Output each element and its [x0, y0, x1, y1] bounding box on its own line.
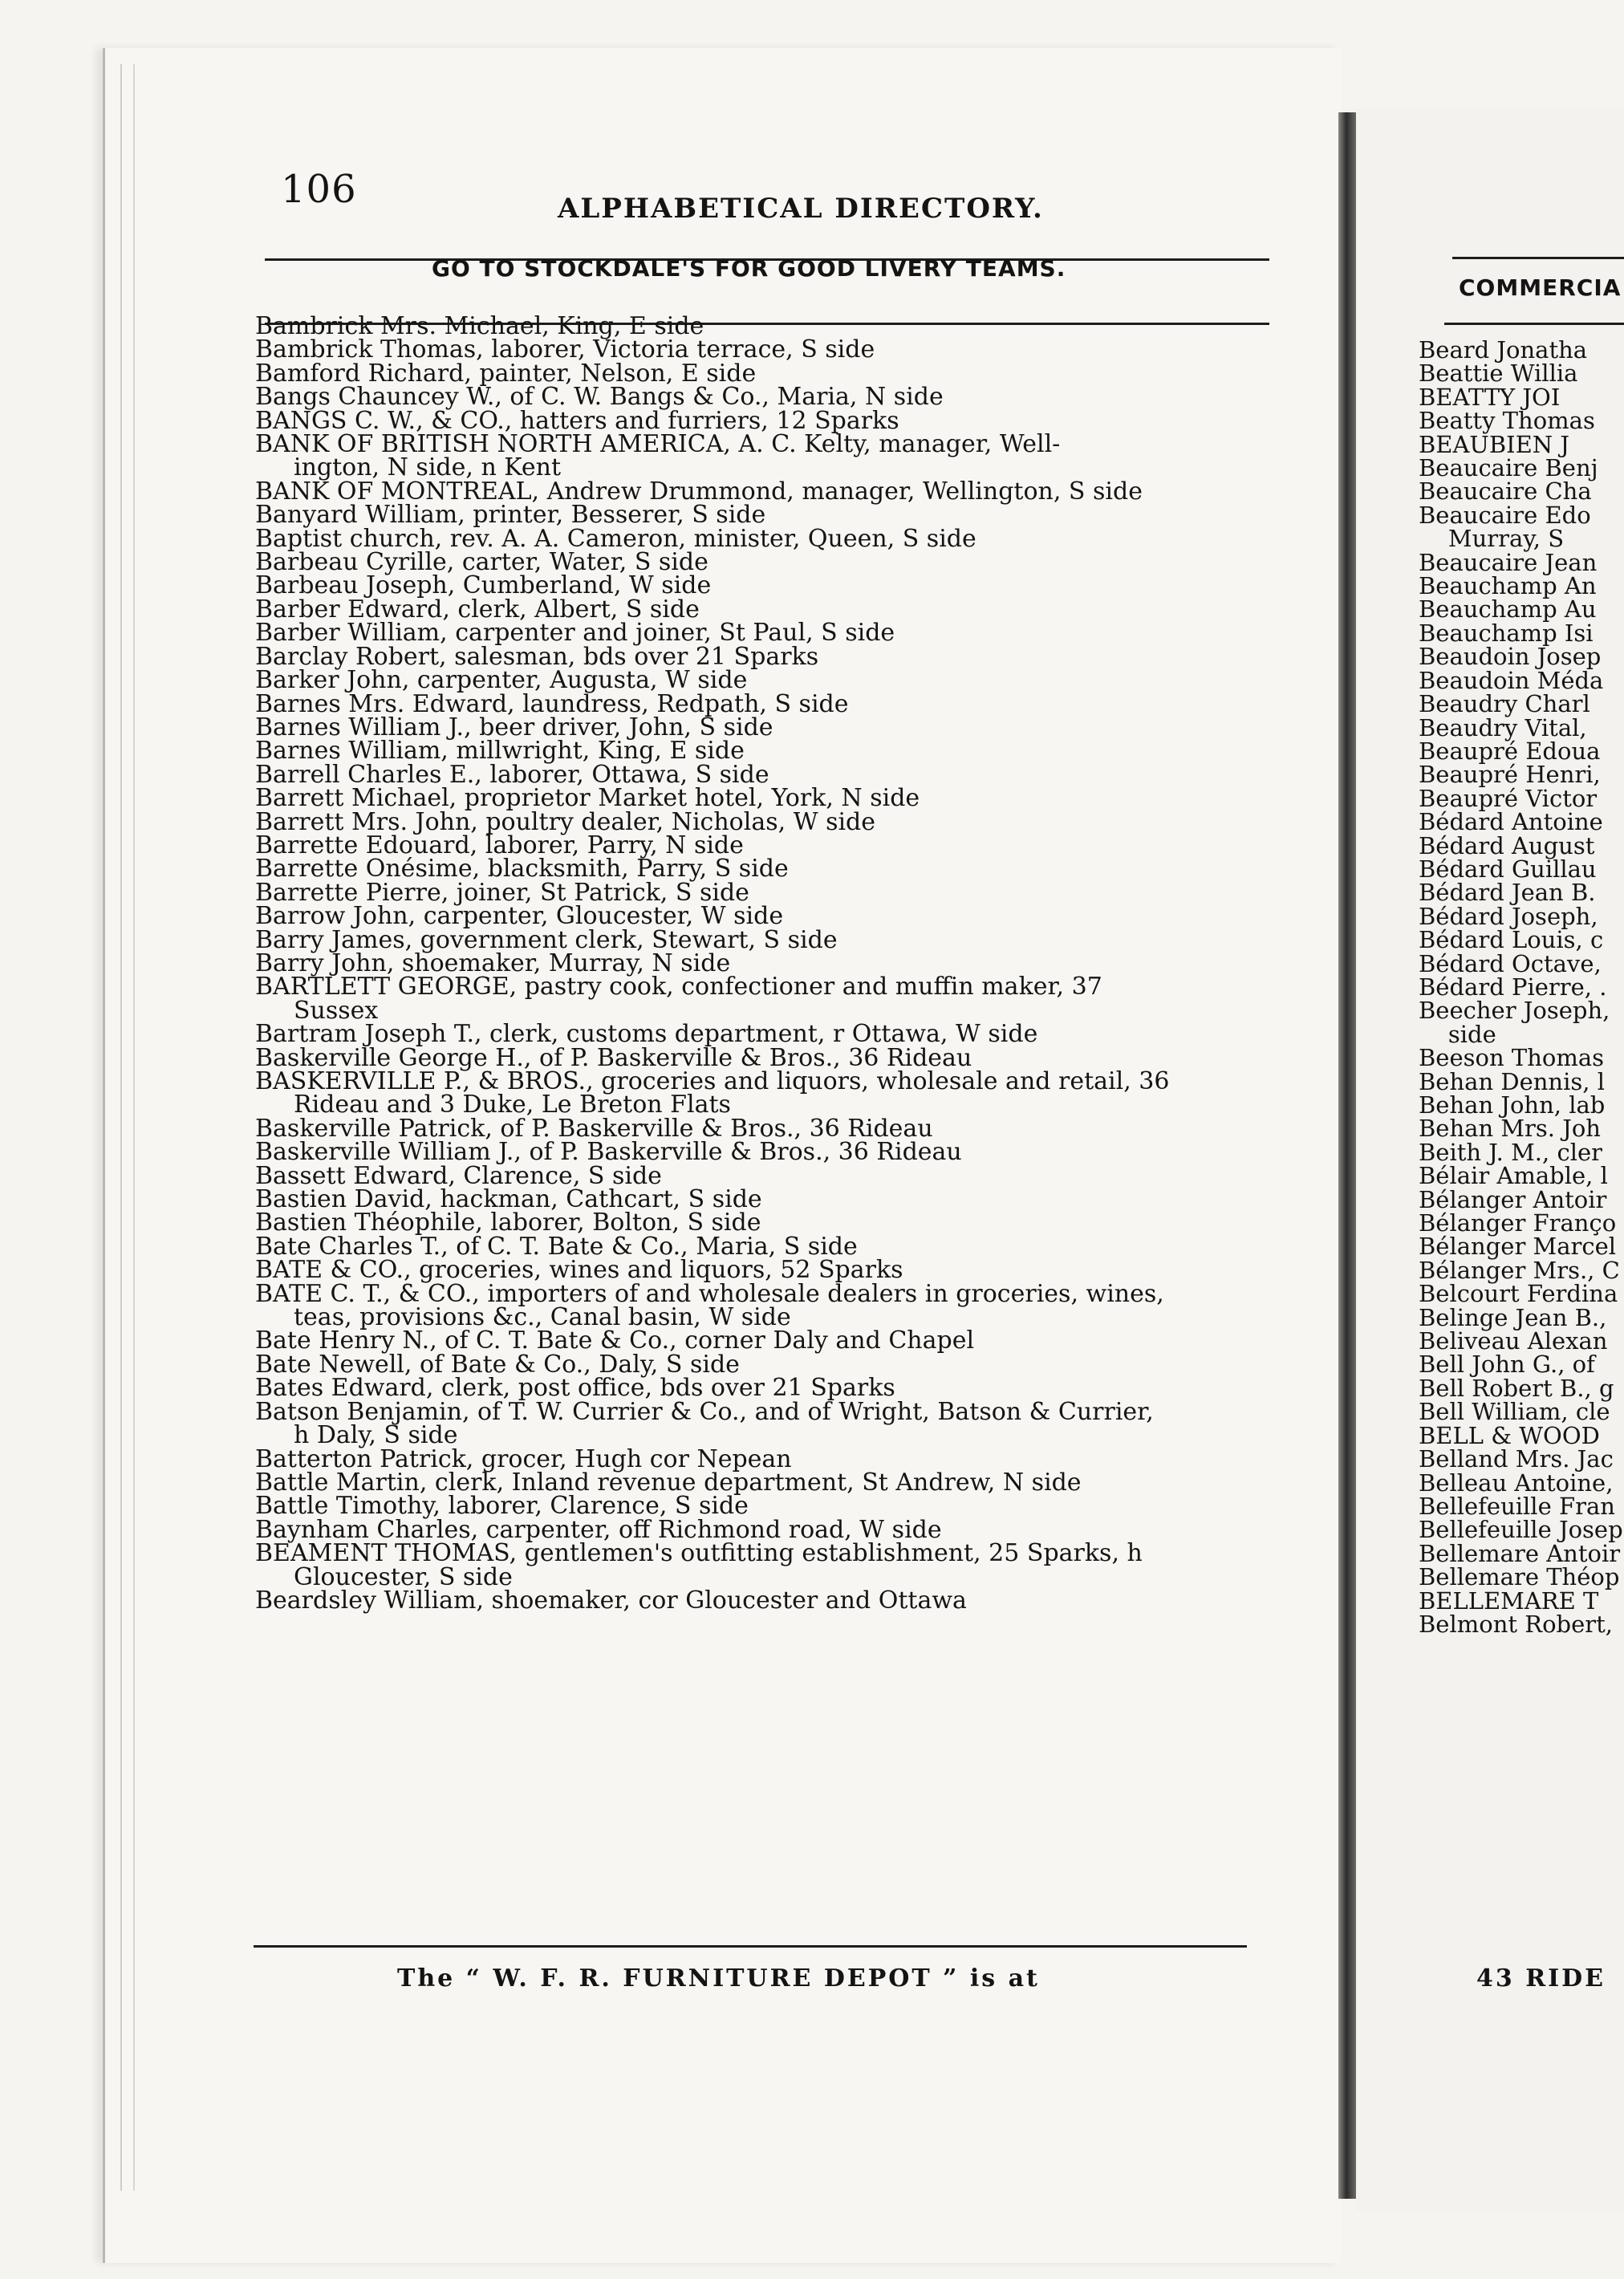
right-directory-line: Belinge Jean B., [1419, 1303, 1607, 1331]
entry-text: BEAMENT THOMAS, gentlemen's outfitting establishment, 25 Sparks, h [255, 1539, 1143, 1568]
entry-text: Barrett Mrs. John, poultry dealer, Nicholas, W side [255, 807, 876, 836]
entry-text: Barber Edward, clerk, Albert, S side [255, 595, 700, 624]
directory-entry [255, 1468, 1266, 1497]
entry-text: Baskerville George H., of P. Baskerville & Bros., 36 Rideau [255, 1043, 972, 1072]
directory-entries [255, 312, 1266, 1615]
footer-rule [254, 1945, 1247, 1948]
right-directory-line: Bélanger Antoir [1419, 1185, 1607, 1213]
right-directory-line: Beaudoin Méda [1419, 666, 1604, 694]
right-directory-line: Beattie Willia [1419, 360, 1578, 388]
entry-text: Bate Henry N., of C. T. Bate & Co., corner Daly and Chapel [255, 1326, 975, 1355]
right-directory-line: Bédard Louis, c [1419, 926, 1604, 954]
entry-text: Barrett Michael, proprietor Market hotel, York, N side [255, 784, 920, 813]
right-directory-line: Bédard Guillau [1419, 855, 1597, 883]
directory-entry [255, 713, 1266, 741]
directory-entry [255, 383, 1266, 412]
right-directory-line: BELLEMARE T [1419, 1586, 1599, 1615]
entry-text: Baskerville William J., of P. Baskerville & Bros., 36 Rideau [255, 1138, 962, 1167]
right-directory-line: Belmont Robert, [1419, 1610, 1614, 1637]
entry-text: BANK OF BRITISH NORTH AMERICA, A. C. Kelty, manager, Well- [255, 430, 1061, 459]
entry-text: Baynham Charles, carpenter, off Richmond road, W side [255, 1515, 942, 1544]
right-directory-line: Beaucaire Edo [1419, 501, 1591, 529]
directory-entry [255, 949, 1266, 977]
directory-entry [255, 973, 1266, 1025]
directory-entry [255, 1067, 1266, 1119]
entry-text: Beardsley William, shoemaker, cor Gloucester and Ottawa [255, 1586, 967, 1615]
right-directory-line: Beauchamp Au [1419, 595, 1597, 624]
right-directory-line: Beatty Thomas [1419, 407, 1595, 435]
right-directory-line: Bell John G., of [1419, 1351, 1595, 1379]
right-directory-line: BELL & WOOD [1419, 1421, 1600, 1449]
directory-entry [255, 737, 1266, 766]
entry-text: Barbeau Joseph, Cumberland, W side [255, 571, 712, 600]
right-directory-line: Beard Jonatha [1419, 339, 1588, 364]
entry-text: Bastien David, hackman, Cathcart, S side [255, 1185, 762, 1214]
entry-text: Barrow John, carpenter, Gloucester, W side [255, 902, 784, 931]
right-directory-line: Behan Dennis, l [1419, 1067, 1605, 1095]
entry-text: Battle Timothy, laborer, Clarence, S side [255, 1492, 749, 1521]
entry-text: Barbeau Cyrille, carter, Water, S side [255, 548, 708, 577]
right-directory-line: Belcourt Ferdina [1419, 1280, 1618, 1308]
right-directory-line: BEAUBIEN J [1419, 430, 1570, 458]
right-directory-line: Bélanger Marcel [1419, 1233, 1617, 1261]
right-directory-line: Bellefeuille Fran [1419, 1492, 1615, 1520]
entry-text: Barker John, carpenter, Augusta, W side [255, 666, 748, 695]
page-number: 106 [281, 167, 357, 212]
entry-text: Batterton Patrick, grocer, Hugh cor Nepean [255, 1444, 792, 1473]
directory-entry [255, 524, 1266, 553]
directory-entry [255, 359, 1266, 388]
right-directory-line: Beaudoin Josep [1419, 643, 1602, 671]
directory-entry [255, 501, 1266, 530]
entry-continuation: ington, N side, n Kent [294, 453, 562, 482]
book-gutter [1338, 112, 1356, 2199]
directory-entry [255, 807, 1266, 836]
page-edge [120, 64, 135, 2191]
right-directory-line: Bélanger Franço [1419, 1209, 1617, 1237]
directory-entry [255, 642, 1266, 671]
right-directory-line: Bélanger Mrs., C [1419, 1256, 1620, 1284]
entry-text: BANK OF MONTREAL, Andrew Drummond, manager, Wellington, S side [255, 477, 1143, 506]
entry-text: Barclay Robert, salesman, bds over 21 Sparks [255, 642, 819, 671]
entry-continuation: h Daly, S side [294, 1421, 458, 1450]
right-directory-line: Behan Mrs. Joh [1419, 1115, 1601, 1143]
right-directory-line: Beaucaire Jean [1419, 548, 1598, 576]
right-directory-line: Beaucaire Benj [1419, 454, 1598, 482]
entry-text: Barry John, shoemaker, Murray, N side [255, 949, 731, 977]
directory-entry [255, 477, 1266, 506]
entry-text: Bastien Théophile, laborer, Bolton, S side [255, 1209, 761, 1237]
entry-continuation: Sussex [294, 996, 379, 1025]
right-header-rule [1444, 323, 1624, 325]
entry-text: Barrette Pierre, joiner, St Patrick, S side [255, 878, 749, 907]
right-directory-line: Bellefeuille Josep [1419, 1516, 1623, 1544]
directory-entry [255, 1515, 1266, 1544]
directory-entry [255, 1350, 1266, 1379]
right-directory-line: Beaupré Henri, [1419, 761, 1601, 789]
directory-entry [255, 1043, 1266, 1072]
entry-text: Bambrick Thomas, laborer, Victoria terrace, S side [255, 335, 875, 364]
right-directory-entries [1419, 339, 1624, 1636]
entry-text: Baskerville Patrick, of P. Baskerville & Bros., 36 Rideau [255, 1114, 933, 1143]
entry-text: Bate Newell, of Bate & Co., Daly, S side [255, 1350, 740, 1379]
directory-entry [255, 902, 1266, 931]
directory-entry [255, 619, 1266, 648]
directory-entry [255, 1185, 1266, 1214]
entry-text: Bangs Chauncey W., of C. W. Bangs & Co., Maria, N side [255, 383, 944, 412]
right-directory-line: Bélair Amable, l [1419, 1162, 1608, 1190]
directory-entry [255, 406, 1266, 435]
directory-entry [255, 571, 1266, 600]
entry-text: Banyard William, printer, Besserer, S side [255, 501, 766, 530]
directory-entry [255, 1539, 1266, 1591]
entry-text: Barrell Charles E., laborer, Ottawa, S side [255, 760, 769, 789]
right-directory-line: Beaupré Edoua [1419, 737, 1601, 765]
directory-entry [255, 1279, 1266, 1332]
right-top-rule [1452, 257, 1624, 259]
directory-entry [255, 1444, 1266, 1473]
directory-entry [255, 1256, 1266, 1285]
right-directory-line: Behan John, lab [1419, 1091, 1606, 1119]
entry-text: Barnes William, millwright, King, E side [255, 737, 745, 766]
right-directory-line: Beaudry Vital, [1419, 713, 1587, 741]
right-directory-line: Bédard Joseph, [1419, 902, 1598, 930]
entry-continuation: teas, provisions &c., Canal basin, W side [294, 1303, 791, 1332]
directory-entry [255, 335, 1266, 364]
directory-entry [255, 760, 1266, 789]
bottom-advertisement: The “ W. F. R. FURNITURE DEPOT ” is at [397, 1964, 1040, 1993]
right-directory-line: Beaupré Victor [1419, 784, 1598, 812]
directory-entry [255, 1138, 1266, 1167]
right-directory-line: Murray, S [1419, 525, 1565, 553]
entry-text: Barnes Mrs. Edward, laundress, Redpath, S side [255, 689, 849, 718]
entry-text: Bambrick Mrs. Michael, King, E side [255, 312, 704, 340]
directory-entry [255, 1114, 1266, 1143]
directory-entry [255, 784, 1266, 813]
right-directory-line: side [1419, 1020, 1496, 1048]
entry-text: BASKERVILLE P., & BROS., groceries and liquors, wholesale and retail, 36 [255, 1067, 1170, 1095]
directory-entry [255, 689, 1266, 718]
directory-entry [255, 312, 1266, 340]
entry-text: Bate Charles T., of C. T. Bate & Co., Maria, S side [255, 1232, 858, 1261]
right-directory-line: Bédard August [1419, 831, 1595, 859]
directory-entry [255, 855, 1266, 884]
right-directory-line: Bell William, cle [1419, 1398, 1610, 1426]
right-directory-line: Bellemare Antoir [1419, 1539, 1621, 1567]
directory-entry [255, 1209, 1266, 1237]
entry-text: BANGS C. W., & CO., hatters and furriers, 12 Sparks [255, 406, 899, 435]
entry-text: BATE & CO., groceries, wines and liquors, 52 Sparks [255, 1256, 903, 1285]
entry-text: Bartram Joseph T., clerk, customs department, r Ottawa, W side [255, 1020, 1038, 1049]
right-directory-line: Beaucaire Cha [1419, 477, 1592, 506]
entry-continuation: Gloucester, S side [294, 1562, 513, 1591]
right-directory-line: Beeson Thomas [1419, 1044, 1605, 1072]
directory-entry [255, 1397, 1266, 1450]
directory-entry [255, 1232, 1266, 1261]
right-directory-line: Bédard Jean B. [1419, 879, 1596, 907]
entry-text: Barnes William J., beer driver, John, S side [255, 713, 773, 741]
entry-text: Bates Edward, clerk, post office, bds over 21 Sparks [255, 1374, 895, 1403]
right-page-footer: 43 RIDE [1476, 1964, 1606, 1993]
right-directory-line: Bellemare Théop [1419, 1563, 1620, 1591]
directory-entry [255, 595, 1266, 624]
directory-entry [255, 1374, 1266, 1403]
directory-entry [255, 666, 1266, 695]
right-directory-line: Belland Mrs. Jac [1419, 1445, 1614, 1473]
directory-entry [255, 1586, 1266, 1615]
directory-entry [255, 878, 1266, 907]
entry-text: Baptist church, rev. A. A. Cameron, minister, Queen, S side [255, 524, 976, 553]
running-head: ALPHABETICAL DIRECTORY. [558, 193, 1044, 225]
right-directory-line: Bédard Antoine [1419, 808, 1603, 836]
entry-text: Bassett Edward, Clarence, S side [255, 1161, 662, 1190]
entry-continuation: Rideau and 3 Duke, Le Breton Flats [294, 1091, 731, 1119]
directory-entry [255, 1492, 1266, 1521]
directory-entry [255, 1020, 1266, 1049]
entry-text: Batson Benjamin, of T. W. Currier & Co., and of Wright, Batson & Currier, [255, 1397, 1154, 1426]
right-directory-line: Belleau Antoine, [1419, 1469, 1614, 1497]
right-directory-line: Beecher Joseph, [1419, 997, 1610, 1025]
right-directory-line: Beauchamp Isi [1419, 619, 1594, 647]
entry-text: Bamford Richard, painter, Nelson, E side [255, 359, 757, 388]
right-directory-line: Beliveau Alexan [1419, 1327, 1608, 1355]
entry-text: Barrette Onésime, blacksmith, Parry, S side [255, 855, 789, 884]
entry-text: BARTLETT GEORGE, pastry cook, confectioner and muffin maker, 37 [255, 973, 1102, 1001]
right-directory-line: Bédard Pierre, . [1419, 973, 1607, 1001]
entry-text: Barrette Edouard, laborer, Parry, N side [255, 831, 744, 859]
right-directory-line: Bell Robert B., g [1419, 1374, 1614, 1402]
right-directory-line: Beaudry Charl [1419, 690, 1590, 718]
entry-text: Battle Martin, clerk, Inland revenue department, St Andrew, N side [255, 1468, 1082, 1497]
directory-entry [255, 548, 1266, 577]
directory-entry [255, 430, 1266, 482]
entry-text: Barry James, government clerk, Stewart, S side [255, 925, 838, 954]
right-directory-line: Bédard Octave, [1419, 949, 1602, 977]
directory-entry [255, 1161, 1266, 1190]
entry-text: BATE C. T., & CO., importers of and wholesale dealers in groceries, wines, [255, 1279, 1164, 1308]
directory-entry [255, 1326, 1266, 1355]
right-directory-line: Beauchamp An [1419, 572, 1597, 600]
directory-entry [255, 831, 1266, 859]
entry-text: Barber William, carpenter and joiner, St Paul, S side [255, 619, 895, 648]
right-page-header: COMMERCIA [1459, 274, 1622, 301]
top-advertisement: GO TO STOCKDALE'S FOR GOOD LIVERY TEAMS. [432, 255, 1066, 282]
right-directory-line: BEATTY JOI [1419, 383, 1561, 411]
directory-entry [255, 925, 1266, 954]
right-directory-line: Beith J. M., cler [1419, 1138, 1602, 1166]
